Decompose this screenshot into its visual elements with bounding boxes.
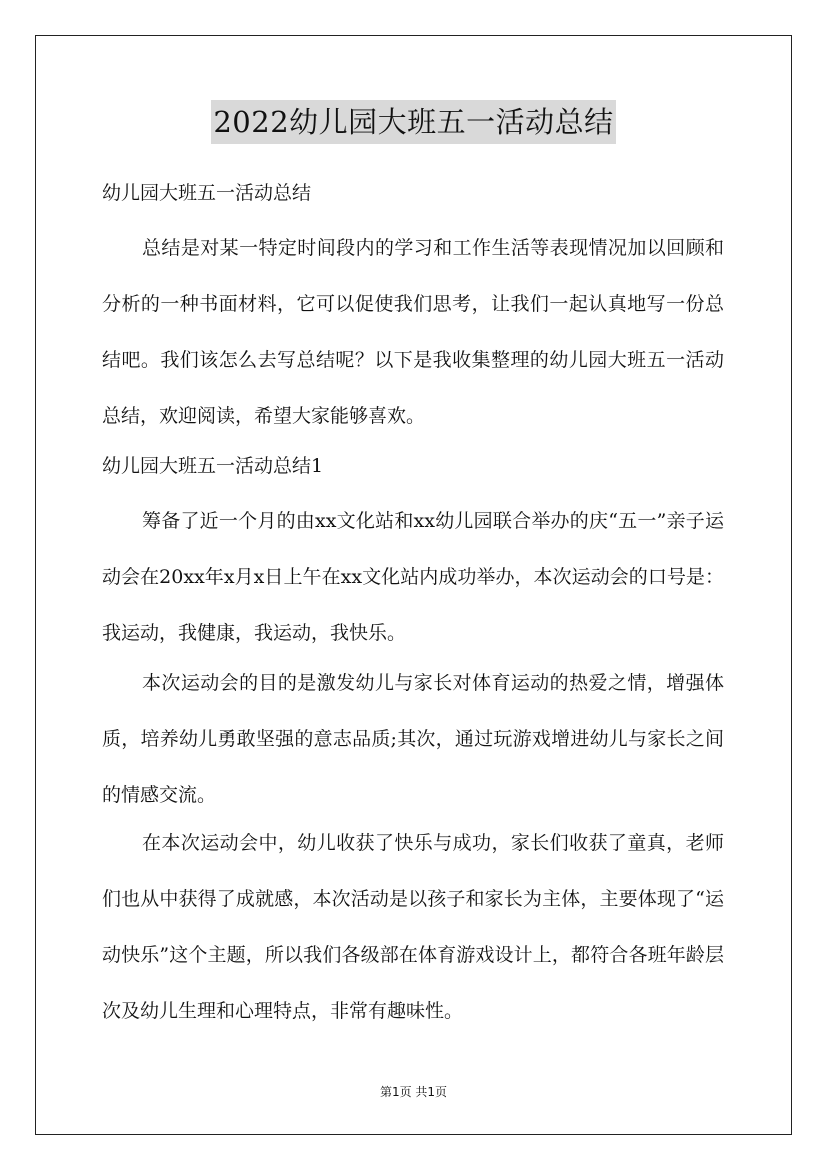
body-paragraph-2: 本次运动会的目的是激发幼儿与家长对体育运动的热爱之情，增强体质，培养幼儿勇敢坚强的意志品质;其次，通过玩游戏增进幼儿与家长之间的情感交流。	[102, 672, 724, 806]
title-container	[0, 100, 827, 144]
section-heading: 幼儿园大班五一活动总结1	[102, 455, 324, 477]
page-footer: 第1页 共1页	[379, 1085, 448, 1099]
intro-paragraph: 总结是对某一特定时间段内的学习和工作生活等表现情况加以回顾和分析的一种书面材料，它可以促使我们思考，让我们一起认真地写一份总结吧。我们该怎么去写总结呢？以下是我收集整理的幼儿园大班五一活动总结，欢迎阅读，希望大家能够喜欢。	[102, 237, 724, 427]
body-paragraph-1: 筹备了近一个月的由xx文化站和xx幼儿园联合举办的庆“五一”亲子运动会在20xx年x月x日上午在xx文化站内成功举办，本次运动会的口号是：我运动，我健康，我运动，我快乐。	[102, 510, 724, 644]
document-subtitle: 幼儿园大班五一活动总结	[102, 182, 312, 204]
body-paragraph-3: 在本次运动会中，幼儿收获了快乐与成功，家长们收获了童真，老师们也从中获得了成就感，本次活动是以孩子和家长为主体，主要体现了“运动快乐”这个主题，所以我们各级部在体育游戏设计上，都符合各班年龄层次及幼儿生理和心理特点，非常有趣味性。	[102, 832, 724, 1022]
document-title: 2022幼儿园大班五一活动总结	[211, 100, 615, 144]
